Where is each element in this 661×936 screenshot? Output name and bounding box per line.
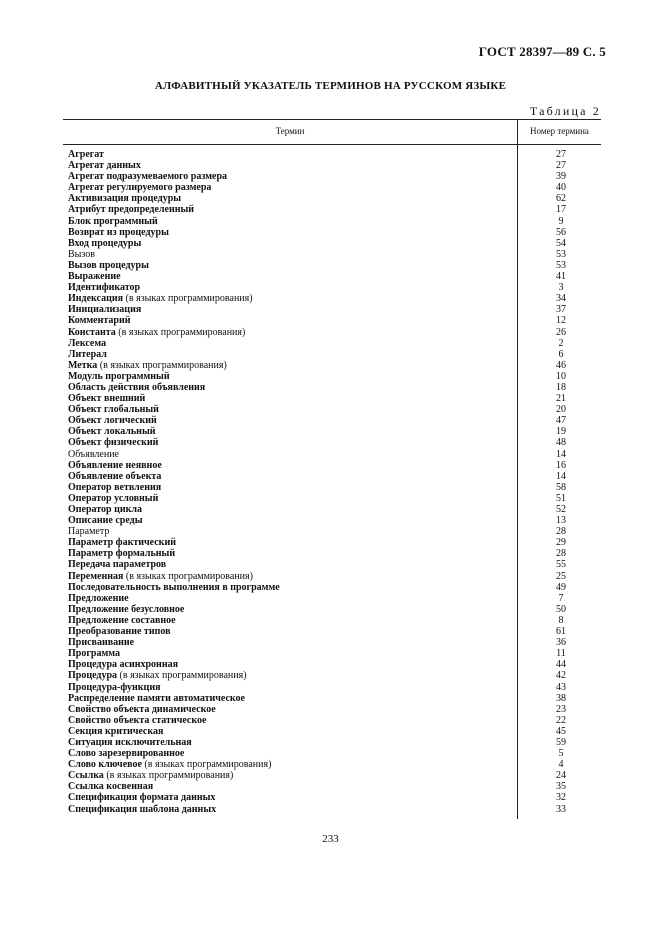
table-row (68, 515, 601, 526)
term-cell (68, 315, 517, 326)
term-text: Идентификатор (68, 282, 141, 294)
term-cell (68, 781, 517, 792)
table-top-rule (63, 119, 601, 120)
term-number: 25 (556, 570, 566, 582)
term-text: Секция критическая (68, 725, 164, 737)
term-number: 48 (556, 437, 566, 449)
table-row (68, 604, 601, 615)
term-qualifier: (в языках программирования) (144, 759, 272, 771)
term-cell (68, 293, 517, 304)
table-row (68, 748, 601, 759)
term-number: 39 (556, 171, 566, 183)
term-text: Объект локальный (68, 426, 156, 438)
term-cell (68, 526, 517, 537)
term-number: 38 (556, 692, 566, 704)
term-text: Ситуация исключительная (68, 736, 192, 748)
term-number: 45 (556, 725, 566, 737)
term-number: 20 (556, 404, 566, 416)
term-cell (68, 227, 517, 238)
table-row (68, 393, 601, 404)
term-qualifier: (в языках программирования) (119, 670, 247, 682)
term-cell (68, 670, 517, 681)
table-row (68, 415, 601, 426)
term-qualifier: (в языках программирования) (99, 359, 227, 371)
term-text: Процедура (68, 670, 118, 682)
term-cell (68, 571, 517, 582)
term-cell (68, 737, 517, 748)
term-cell (68, 759, 517, 770)
table-row (68, 193, 601, 204)
table-row (68, 304, 601, 315)
term-text: Агрегат данных (68, 160, 141, 172)
term-cell (68, 515, 517, 526)
table-row (68, 726, 601, 737)
term-number: 3 (558, 282, 564, 294)
term-number: 14 (556, 470, 566, 482)
table-row (68, 626, 601, 637)
term-number: 51 (556, 492, 566, 504)
term-number: 21 (556, 393, 566, 405)
term-text: Активизация процедуры (68, 193, 182, 205)
term-number: 33 (556, 803, 566, 815)
table-row (68, 526, 601, 537)
term-text: Последовательность выполнения в программе (68, 581, 280, 593)
table-header-rule (63, 144, 601, 145)
table-row (68, 781, 601, 792)
term-number: 41 (556, 271, 566, 283)
term-number: 47 (556, 415, 566, 427)
term-cell (68, 160, 517, 171)
column-header-number: Номер термина (530, 126, 589, 136)
term-cell (68, 437, 517, 448)
term-cell (68, 659, 517, 670)
term-qualifier: (в языках программирования) (125, 293, 253, 305)
table-row (68, 338, 601, 349)
term-text: Процедура асинхронная (68, 659, 178, 671)
term-cell (68, 349, 517, 360)
term-number: 17 (556, 204, 566, 216)
term-number: 2 (558, 337, 564, 349)
term-cell (68, 360, 517, 371)
term-cell (68, 726, 517, 737)
table-row (68, 593, 601, 604)
term-cell (68, 748, 517, 759)
term-number: 42 (556, 670, 566, 682)
term-text: Агрегат (68, 149, 104, 160)
term-index-table (68, 149, 601, 815)
table-row (68, 171, 601, 182)
term-text: Предложение безусловное (68, 603, 185, 615)
term-number: 34 (556, 293, 566, 305)
term-number: 5 (558, 748, 564, 760)
term-text: Процедура-функция (68, 681, 161, 693)
term-number: 10 (556, 370, 566, 382)
term-cell (68, 715, 517, 726)
term-number: 50 (556, 603, 566, 615)
table-row (68, 670, 601, 681)
term-number: 49 (556, 581, 566, 593)
term-number: 4 (558, 759, 564, 771)
term-text: Программа (68, 648, 120, 660)
term-cell (68, 792, 517, 803)
term-number: 19 (556, 426, 566, 438)
table-row (68, 493, 601, 504)
term-text: Предложение составное (68, 614, 176, 626)
term-cell (68, 204, 517, 215)
table-row (68, 737, 601, 748)
term-cell (68, 182, 517, 193)
term-cell (68, 171, 517, 182)
table-row (68, 537, 601, 548)
term-text: Индексация (68, 293, 124, 305)
table-row (68, 360, 601, 371)
term-qualifier: (в языках программирования) (118, 326, 246, 338)
term-text: Модуль программный (68, 370, 170, 382)
term-number: 22 (556, 714, 566, 726)
term-cell (68, 260, 517, 271)
term-text: Инициализация (68, 304, 142, 316)
term-qualifier: (в языках программирования) (125, 570, 253, 582)
term-text: Параметр фактический (68, 537, 176, 549)
term-number: 27 (556, 160, 566, 172)
term-text: Параметр формальный (68, 548, 176, 560)
table-row (68, 548, 601, 559)
term-cell (68, 682, 517, 693)
term-number: 9 (558, 215, 564, 227)
table-row (68, 238, 601, 249)
table-row (68, 759, 601, 770)
page-number: 233 (322, 833, 339, 845)
term-text: Слово зарезервированное (68, 748, 185, 760)
term-cell (68, 593, 517, 604)
term-cell (68, 426, 517, 437)
term-number: 40 (556, 182, 566, 194)
term-number: 58 (556, 481, 566, 493)
term-cell (68, 282, 517, 293)
term-cell (68, 460, 517, 471)
term-text: Распределение памяти автоматическое (68, 692, 245, 704)
term-number: 24 (556, 770, 566, 782)
term-number: 52 (556, 504, 566, 515)
term-cell (68, 559, 517, 570)
term-number: 61 (556, 626, 566, 638)
term-text: Спецификация шаблона данных (68, 803, 217, 815)
table-row (68, 260, 601, 271)
table-row (68, 160, 601, 171)
term-number: 29 (556, 537, 566, 549)
term-number: 32 (556, 792, 566, 804)
term-number: 37 (556, 304, 566, 316)
term-cell (68, 327, 517, 338)
term-text: Литерал (68, 348, 107, 360)
term-text: Выражение (68, 271, 121, 283)
table-row (68, 582, 601, 593)
term-cell (68, 149, 517, 160)
term-number: 6 (558, 348, 564, 360)
table-row (68, 271, 601, 282)
term-cell (68, 371, 517, 382)
term-number: 11 (556, 648, 566, 660)
term-text: Вход процедуры (68, 237, 142, 249)
table-row (68, 792, 601, 803)
term-cell (68, 637, 517, 648)
term-number: 8 (558, 614, 564, 626)
table-row (68, 460, 601, 471)
term-cell (68, 338, 517, 349)
term-number: 43 (556, 681, 566, 693)
table-row (68, 204, 601, 215)
term-number: 13 (556, 515, 566, 527)
table-row (68, 149, 601, 160)
table-row (68, 249, 601, 260)
term-cell (68, 804, 517, 815)
term-text: Объект внешний (68, 393, 146, 405)
table-label: Таблица 2 (529, 104, 601, 118)
term-text: Вызов (68, 248, 96, 260)
term-number: 28 (556, 526, 566, 538)
term-text: Объект глобальный (68, 404, 159, 416)
term-text: Область действия объявления (68, 381, 206, 393)
term-text: Ссылка (68, 770, 104, 782)
term-cell (68, 482, 517, 493)
term-text: Объявление неявное (68, 459, 162, 471)
page-title: АЛФАВИТНЫЙ УКАЗАТЕЛЬ ТЕРМИНОВ НА РУССКОМ ЯЗЫКЕ (154, 80, 507, 92)
table-row (68, 704, 601, 715)
term-number: 14 (556, 448, 566, 460)
term-text: Спецификация формата данных (68, 792, 216, 804)
term-text: Оператор ветвления (68, 481, 162, 493)
term-number: 36 (556, 637, 566, 649)
table-row (68, 693, 601, 704)
term-cell (68, 404, 517, 415)
term-number: 54 (556, 237, 566, 249)
table-row (68, 682, 601, 693)
term-number: 18 (556, 381, 566, 393)
term-text: Преобразование типов (68, 626, 171, 638)
term-cell (68, 471, 517, 482)
term-text: Ссылка косвенная (68, 781, 154, 793)
term-text: Комментарий (68, 315, 131, 327)
term-text: Объявление (68, 448, 119, 460)
term-text: Оператор условный (68, 492, 159, 504)
term-text: Передача параметров (68, 559, 167, 571)
table-row (68, 482, 601, 493)
term-cell (68, 415, 517, 426)
table-row (68, 471, 601, 482)
term-cell (68, 382, 517, 393)
term-number: 55 (556, 559, 566, 571)
term-cell (68, 216, 517, 227)
term-text: Атрибут предопределенный (68, 204, 195, 216)
term-qualifier: (в языках программирования) (106, 770, 234, 782)
term-cell (68, 648, 517, 659)
term-text: Лексема (68, 337, 107, 349)
term-cell (68, 604, 517, 615)
term-text: Предложение (68, 592, 129, 604)
document-reference: ГОСТ 28397—89 С. 5 (478, 44, 606, 59)
term-cell (68, 537, 517, 548)
table-row (68, 637, 601, 648)
term-text: Возврат из процедуры (68, 226, 169, 238)
term-cell (68, 615, 517, 626)
table-row (68, 615, 601, 626)
table-row (68, 282, 601, 293)
term-text: Объявление объекта (68, 470, 162, 482)
term-number: 35 (556, 781, 566, 793)
term-text: Параметр (68, 526, 110, 538)
table-row (68, 804, 601, 815)
term-text: Объект физический (68, 437, 159, 449)
table-row (68, 449, 601, 460)
term-text: Агрегат подразумеваемого размера (68, 171, 228, 183)
table-row (68, 437, 601, 448)
term-text: Объект логический (68, 415, 157, 427)
term-cell (68, 582, 517, 593)
term-cell (68, 693, 517, 704)
table-row (68, 504, 601, 515)
term-text: Метка (68, 359, 98, 371)
table-row (68, 382, 601, 393)
term-text: Свойство объекта динамическое (68, 703, 216, 715)
term-text: Оператор цикла (68, 504, 143, 515)
term-number: 62 (556, 193, 566, 205)
term-cell (68, 449, 517, 460)
term-cell (68, 626, 517, 637)
term-number: 27 (556, 149, 566, 160)
table-row (68, 715, 601, 726)
term-number: 59 (556, 736, 566, 748)
table-row (68, 371, 601, 382)
term-number: 56 (556, 226, 566, 238)
table-row (68, 571, 601, 582)
table-row (68, 315, 601, 326)
table-row (68, 182, 601, 193)
table-row (68, 770, 601, 781)
term-number: 46 (556, 359, 566, 371)
term-number: 44 (556, 659, 566, 671)
term-text: Свойство объекта статическое (68, 714, 207, 726)
term-cell (68, 193, 517, 204)
term-cell (68, 770, 517, 781)
term-text: Присваивание (68, 637, 135, 649)
term-number: 16 (556, 459, 566, 471)
table-row (68, 659, 601, 670)
table-row (68, 648, 601, 659)
term-cell (68, 271, 517, 282)
term-cell (68, 504, 517, 515)
term-text: Агрегат регулируемого размера (68, 182, 212, 194)
term-number: 53 (556, 259, 566, 271)
term-cell (68, 548, 517, 559)
term-cell (68, 238, 517, 249)
term-cell (68, 304, 517, 315)
term-text: Константа (68, 326, 116, 338)
term-text: Вызов процедуры (68, 259, 149, 271)
term-text: Описание среды (68, 515, 143, 527)
table-row (68, 559, 601, 570)
term-text: Переменная (68, 570, 124, 582)
term-number: 7 (558, 592, 564, 604)
term-cell (68, 393, 517, 404)
term-cell (68, 704, 517, 715)
table-row (68, 349, 601, 360)
term-number: 53 (556, 248, 566, 260)
term-number: 28 (556, 548, 566, 560)
term-number: 23 (556, 703, 566, 715)
term-number: 26 (556, 326, 566, 338)
term-number: 12 (556, 315, 566, 327)
table-row (68, 327, 601, 338)
term-text: Блок программный (68, 215, 158, 227)
table-row (68, 227, 601, 238)
term-cell (68, 249, 517, 260)
term-text: Слово ключевое (68, 759, 142, 771)
column-header-term: Термин (275, 126, 305, 136)
table-row (68, 404, 601, 415)
table-row (68, 426, 601, 437)
table-row (68, 216, 601, 227)
table-row (68, 293, 601, 304)
term-cell (68, 493, 517, 504)
